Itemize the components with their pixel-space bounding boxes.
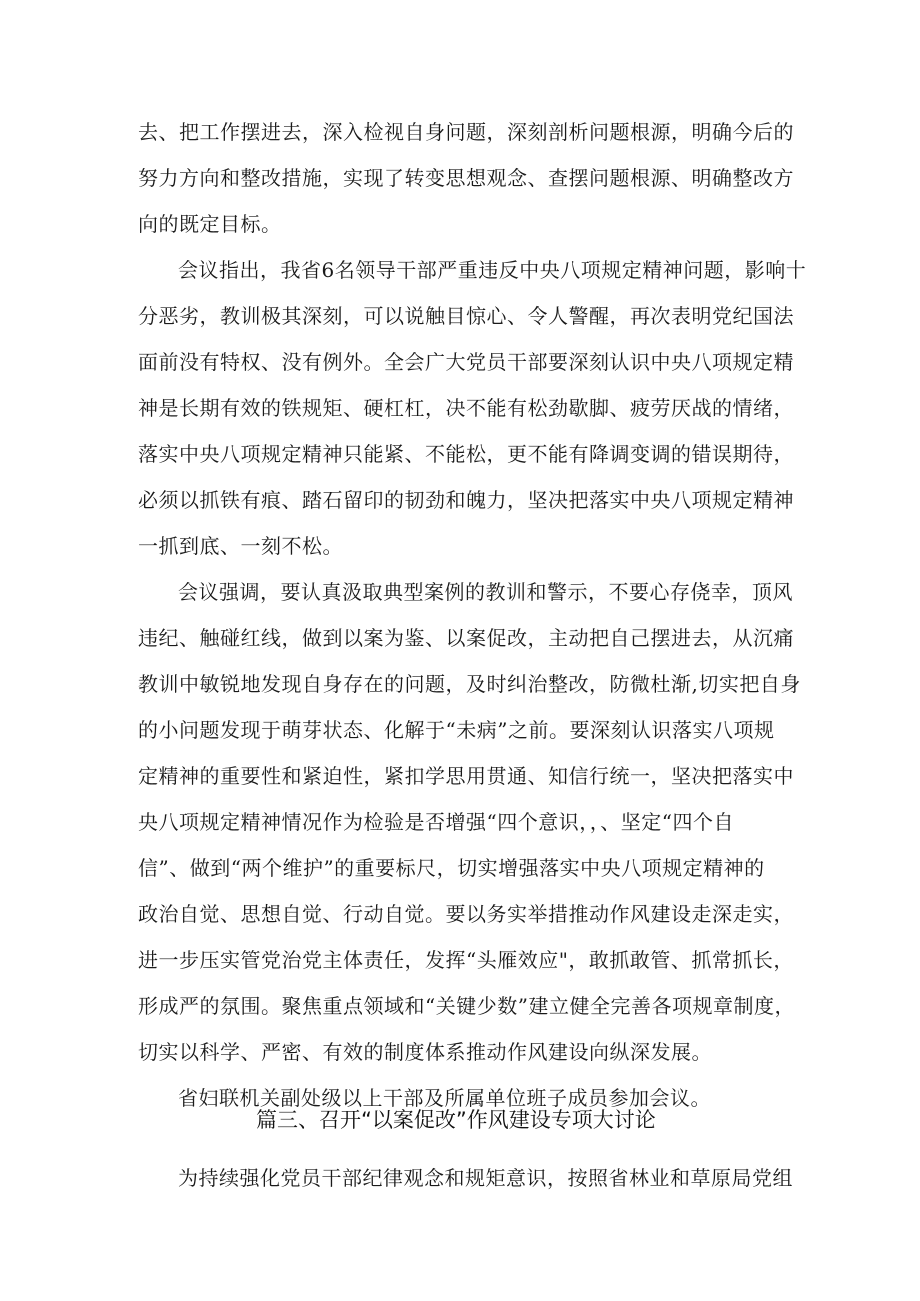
section-heading: 篇三、召开“以案促改”作风建设专项大讨论 — [256, 1108, 656, 1132]
paragraph-3-line-5: 定精神的重要性和紧迫性，紧扣学思用贯通、知信行统一，坚决把落实中 — [138, 764, 794, 788]
paragraph-3-line-6: 央八项规定精神情况作为检验是否增强“四个意识，，、坚定“四个自 — [138, 810, 734, 834]
paragraph-3-line-1: 会议强调，要认真汲取典型案例的教训和警示，不要心存侥幸，顶风 — [178, 580, 793, 604]
paragraph-2-line-6: 必须以抓铁有痕、踏石留印的韧劲和魄力，坚决把落实中央八项规定精神 — [138, 488, 794, 512]
paragraph-3-line-4: 的小问题发现于萌芽状态、化解于“未病”之前。要深刻认识落实八项规 — [138, 718, 775, 742]
paragraph-3-line-8: 政治自觉、思想自觉、行动自觉。要以务实举措推动作风建设走深走实， — [138, 902, 794, 926]
paragraph-3-line-11: 切实以科学、严密、有效的制度体系推动作风建设向纵深发展。 — [138, 1040, 712, 1064]
paragraph-2-line-5: 落实中央八项规定精神只能紧、不能松，更不能有降调变调的错误期待， — [138, 442, 794, 466]
paragraph-2-line-1: 会议指出，我省6名领导干部严重违反中央八项规定精神问题，影响十 — [178, 258, 807, 282]
paragraph-1-line-3: 向的既定目标。 — [138, 212, 282, 236]
paragraph-3-line-2: 违纪、触碰红线，做到以案为鉴、以案促改，主动把自己摆进去，从沉痛 — [138, 626, 794, 650]
closing-paragraph-line-1: 为持续强化党员干部纪律观念和规矩意识，按照省林业和草原局党组 — [178, 1166, 793, 1190]
paragraph-2-line-4: 神是长期有效的铁规矩、硬杠杠，决不能有松劲歇脚、疲劳厌战的情绪， — [138, 396, 794, 420]
paragraph-3-line-10: 形成严的氛围。聚焦重点领域和“关键少数”建立健全完善各项规章制度， — [138, 994, 795, 1018]
paragraph-3-line-7: 信”、做到“两个维护”的重要标尺，切实增强落实中央八项规定精神的 — [138, 856, 765, 880]
paragraph-2-line-7: 一抓到底、一刻不松。 — [138, 534, 343, 558]
paragraph-3-line-9: 进一步压实管党治党主体责任，发挥“头雁效应"，敢抓敢管、抓常抓长， — [138, 948, 794, 972]
paragraph-4-line-1: 省妇联机关副处级以上干部及所属单位班子成员参加会议。 — [178, 1086, 711, 1110]
paragraph-2-line-3: 面前没有特权、没有例外。全会广大党员干部要深刻认识中央八项规定精 — [138, 350, 794, 374]
paragraph-1-line-2: 努力方向和整改措施，实现了转变思想观念、查摆问题根源、明确整改方 — [138, 166, 794, 190]
paragraph-3-line-3: 教训中敏锐地发现自身存在的问题，及时纠治整改，防微杜渐,切实把自身 — [138, 672, 801, 696]
paragraph-1-line-1: 去、把工作摆进去，深入检视自身问题，深刻剖析问题根源，明确今后的 — [138, 120, 794, 144]
paragraph-2-line-2: 分恶劣，教训极其深刻，可以说触目惊心、令人警醒，再次表明党纪国法 — [138, 304, 794, 328]
